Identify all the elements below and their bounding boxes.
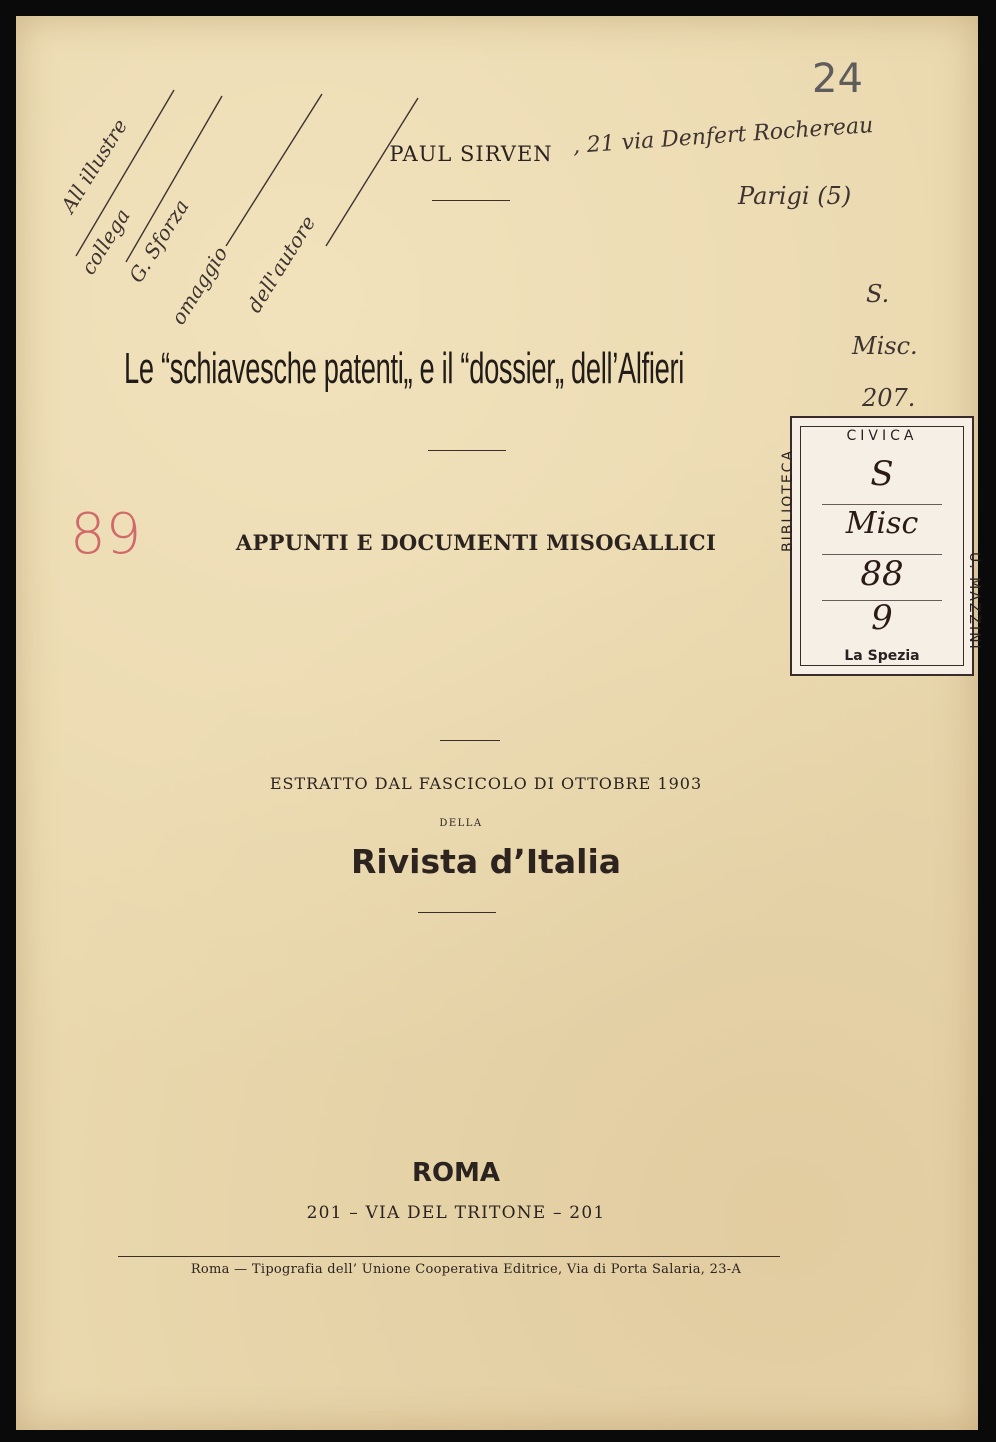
della-label: DELLA xyxy=(439,818,483,829)
document-title: Le “schiavesche patenti„ e il “dossier„ dell’Alfieri xyxy=(124,344,685,393)
author-name: PAUL SIRVEN xyxy=(389,142,553,166)
handwritten-dedication-line-1: All illustre xyxy=(56,114,133,217)
handwritten-shelf-note-3: 207. xyxy=(862,384,916,412)
divider-author xyxy=(432,200,510,201)
printer-line: Roma — Tipografia dell’ Unione Cooperativa Editrice, Via di Porta Salaria, 23-A xyxy=(190,1262,742,1277)
divider-extract xyxy=(440,740,500,741)
stamp-top-text: CIVICA xyxy=(846,428,918,444)
handwritten-dedication-line-4: omaggio xyxy=(166,242,233,329)
divider-journal xyxy=(418,912,496,913)
stamp-bottom-text: La Spezia xyxy=(844,648,920,664)
imprint-address: 201 – VIA DEL TRITONE – 201 xyxy=(306,1203,606,1223)
stamp-line xyxy=(822,504,942,505)
handwritten-dedication-line-3: G. Sforza xyxy=(124,194,194,287)
red-pencil-number: 89 xyxy=(70,502,142,567)
stamp-shelfmark-2: Misc xyxy=(845,506,919,541)
stamp-shelfmark-4: 9 xyxy=(871,598,893,638)
library-stamp: CIVICA BIBLIOTECA U. MAZZINI S Misc 88 9 La Spezia xyxy=(790,416,974,676)
handwritten-dedication-line-5: dell'autore xyxy=(242,211,321,317)
stamp-shelfmark-3: 88 xyxy=(860,554,904,594)
stamp-shelfmark-1: S xyxy=(870,454,894,494)
document-page xyxy=(16,16,982,1430)
pencil-number: 24 xyxy=(812,56,863,102)
handwritten-address-line-2: Parigi (5) xyxy=(738,182,852,210)
handwritten-dedication-line-2: collega xyxy=(76,204,135,279)
handwritten-shelf-note-1: S. xyxy=(866,280,890,308)
divider-title xyxy=(428,450,506,451)
document-subtitle: APPUNTI E DOCUMENTI MISOGALLICI xyxy=(235,530,717,555)
journal-name: Rivista d’Italia xyxy=(350,842,622,881)
imprint-city: ROMA xyxy=(411,1158,501,1188)
extract-note: ESTRATTO DAL FASCICOLO DI OTTOBRE 1903 xyxy=(269,774,703,793)
divider-printer xyxy=(118,1256,780,1257)
handwritten-address-line-1: , 21 via Denfert Rochereau xyxy=(572,113,875,159)
handwritten-shelf-note-2: Misc. xyxy=(852,332,918,360)
